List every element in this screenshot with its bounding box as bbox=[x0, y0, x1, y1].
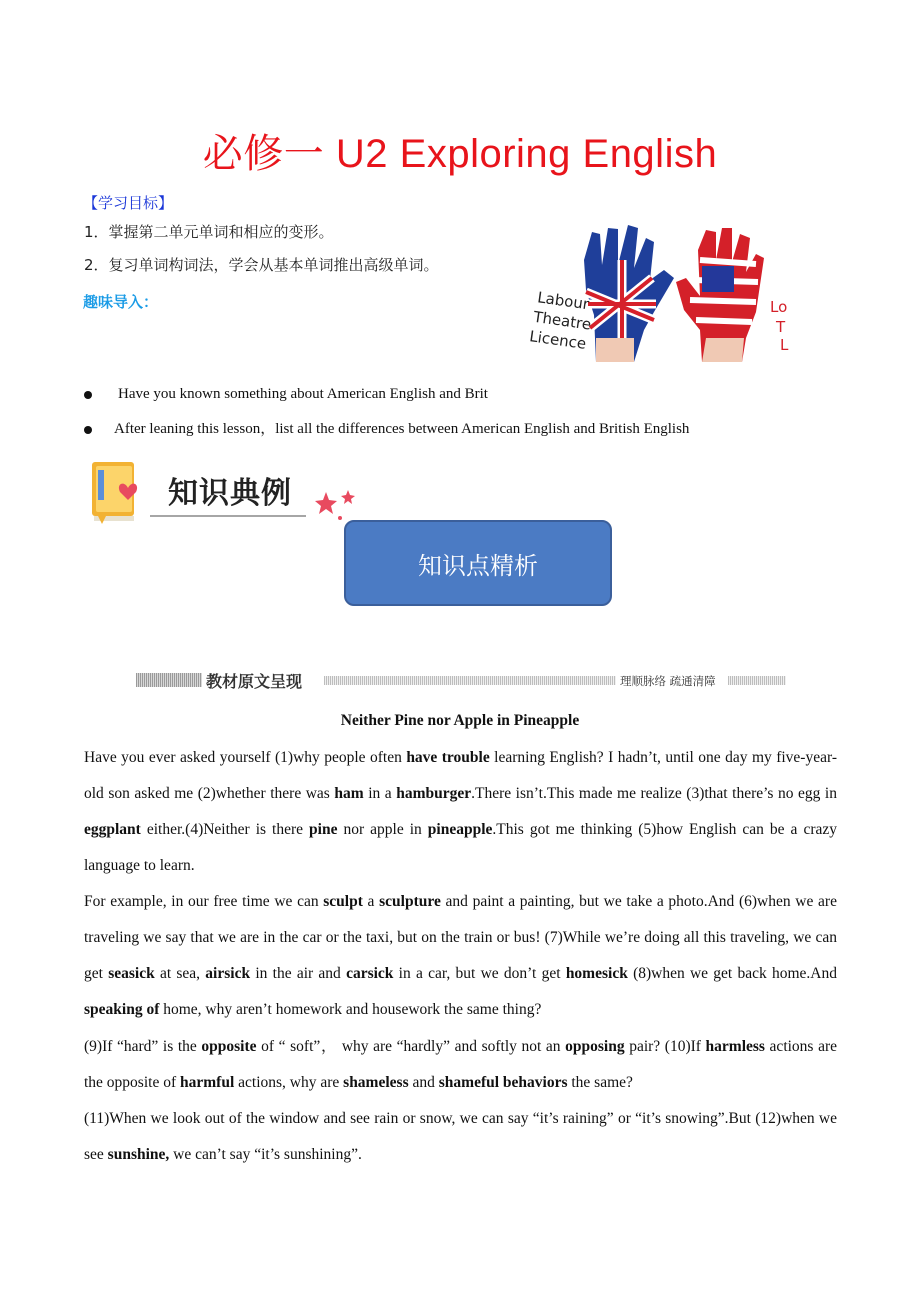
key-term: speaking of bbox=[84, 1001, 160, 1018]
key-term: homesick bbox=[565, 965, 628, 982]
band-decoration bbox=[728, 676, 786, 685]
text-run: in a bbox=[363, 785, 397, 802]
band-decoration bbox=[324, 676, 616, 685]
text-run: learning English? I hadn’t, until one day my five-year-old son asked me (2)whether there was bbox=[84, 749, 837, 802]
text-run: pair? (10)If bbox=[624, 1038, 706, 1055]
key-term: shameless bbox=[343, 1074, 409, 1091]
key-term: pine bbox=[309, 821, 338, 838]
text-run: (8)when we get back home.And bbox=[627, 965, 837, 982]
article-paragraph bbox=[84, 1029, 837, 1101]
key-term: harmful bbox=[180, 1074, 235, 1091]
key-term: carsick bbox=[346, 965, 394, 982]
key-term: airsick bbox=[205, 965, 251, 982]
text-run: in the air and bbox=[250, 965, 347, 982]
article-paragraph bbox=[84, 884, 837, 1028]
bullet-item: After leaning this lesson，list all the differences between American English and British English bbox=[84, 417, 689, 438]
goal-item: 1．掌握第二单元单词和相应的变形。 bbox=[84, 223, 334, 241]
key-term: harmless bbox=[705, 1038, 765, 1055]
section-title: 知识典例 bbox=[168, 476, 292, 511]
key-term: opposing bbox=[565, 1038, 625, 1055]
goal-item: 2．复习单词构词法，学会从基本单词推出高级单词。 bbox=[84, 256, 439, 274]
key-term: ham bbox=[334, 785, 364, 802]
key-term: hamburger bbox=[396, 785, 472, 802]
page-title: 必修一 U2 Exploring English bbox=[202, 132, 718, 176]
text-run: actions are the opposite of bbox=[84, 1038, 837, 1091]
article-paragraph bbox=[84, 740, 837, 884]
sign-text: Theatre bbox=[532, 307, 593, 334]
key-term: sunshine, bbox=[107, 1146, 170, 1163]
text-run: in a car, but we don’t get bbox=[393, 965, 566, 982]
text-run: of “ soft”， why are “hardly” and softly not an bbox=[256, 1038, 566, 1055]
bullet-dot-icon bbox=[84, 391, 92, 399]
book-heart-icon bbox=[92, 462, 137, 524]
sign-text: L bbox=[780, 336, 789, 354]
bullet-item: Have you known something about American English and Brit bbox=[84, 386, 488, 403]
us-flag-hand-icon bbox=[676, 228, 764, 362]
bullet-dot-icon bbox=[84, 426, 92, 434]
text-run: (9)If “hard” is the bbox=[84, 1038, 202, 1055]
goals-heading: 【学习目标】 bbox=[83, 194, 174, 212]
band-subtitle: 理顺脉络 疏通清障 bbox=[620, 674, 716, 688]
text-run: actions, why are bbox=[234, 1074, 344, 1091]
flag-hands-illustration bbox=[524, 220, 792, 362]
text-run: the same? bbox=[567, 1074, 633, 1091]
text-run: .This got me thinking (5)how English can be a crazy language to learn. bbox=[84, 821, 837, 874]
text-run: a bbox=[362, 893, 380, 910]
band-title: 教材原文呈现 bbox=[206, 672, 303, 691]
text-run: at sea, bbox=[154, 965, 206, 982]
key-term: eggplant bbox=[84, 821, 141, 838]
uk-flag-hand-icon bbox=[584, 225, 674, 362]
text-run: and bbox=[408, 1074, 439, 1091]
band-decoration bbox=[136, 673, 202, 687]
key-term: have trouble bbox=[406, 749, 490, 766]
sign-text: Licence bbox=[528, 327, 588, 353]
text-run: we can’t say “it’s sunshining”. bbox=[169, 1146, 362, 1163]
key-term: pineapple bbox=[427, 821, 493, 838]
key-term: shameful behaviors bbox=[438, 1074, 568, 1091]
key-term: sculpture bbox=[379, 893, 441, 910]
key-term: sculpt bbox=[323, 893, 363, 910]
sign-text: T bbox=[776, 318, 786, 336]
text-run: and paint a painting, but we take a photo.And (6)when we are traveling we say that we are in the car or the taxi, but on the train or bus! (7)While we’re doing all this traveling, we can get bbox=[84, 893, 837, 982]
text-run: Have you ever asked yourself (1)why people often bbox=[84, 749, 407, 766]
star-icon bbox=[315, 490, 355, 520]
article-title: Neither Pine nor Apple in Pineapple bbox=[340, 712, 580, 729]
text-run: nor apple in bbox=[337, 821, 428, 838]
key-term: opposite bbox=[201, 1038, 257, 1055]
knowledge-points-button[interactable]: 知识点精析 bbox=[344, 520, 612, 606]
sign-text: Labour bbox=[536, 288, 591, 314]
sign-text: Lo bbox=[770, 298, 788, 316]
text-run: .There isn’t.This made me realize (3)that there’s no egg in bbox=[471, 785, 837, 802]
text-run: (11)When we look out of the window and see rain or snow, we can say “it’s raining” or “it’s snowing”.But (12)when we see bbox=[84, 1110, 837, 1163]
text-run: home, why aren’t homework and housework the same thing? bbox=[159, 1001, 542, 1018]
article-paragraph bbox=[84, 1101, 837, 1173]
text-run: either.(4)Neither is there bbox=[140, 821, 310, 838]
intro-label: 趣味导入： bbox=[83, 293, 159, 311]
key-term: seasick bbox=[108, 965, 155, 982]
text-run: For example, in our free time we can bbox=[84, 893, 324, 910]
